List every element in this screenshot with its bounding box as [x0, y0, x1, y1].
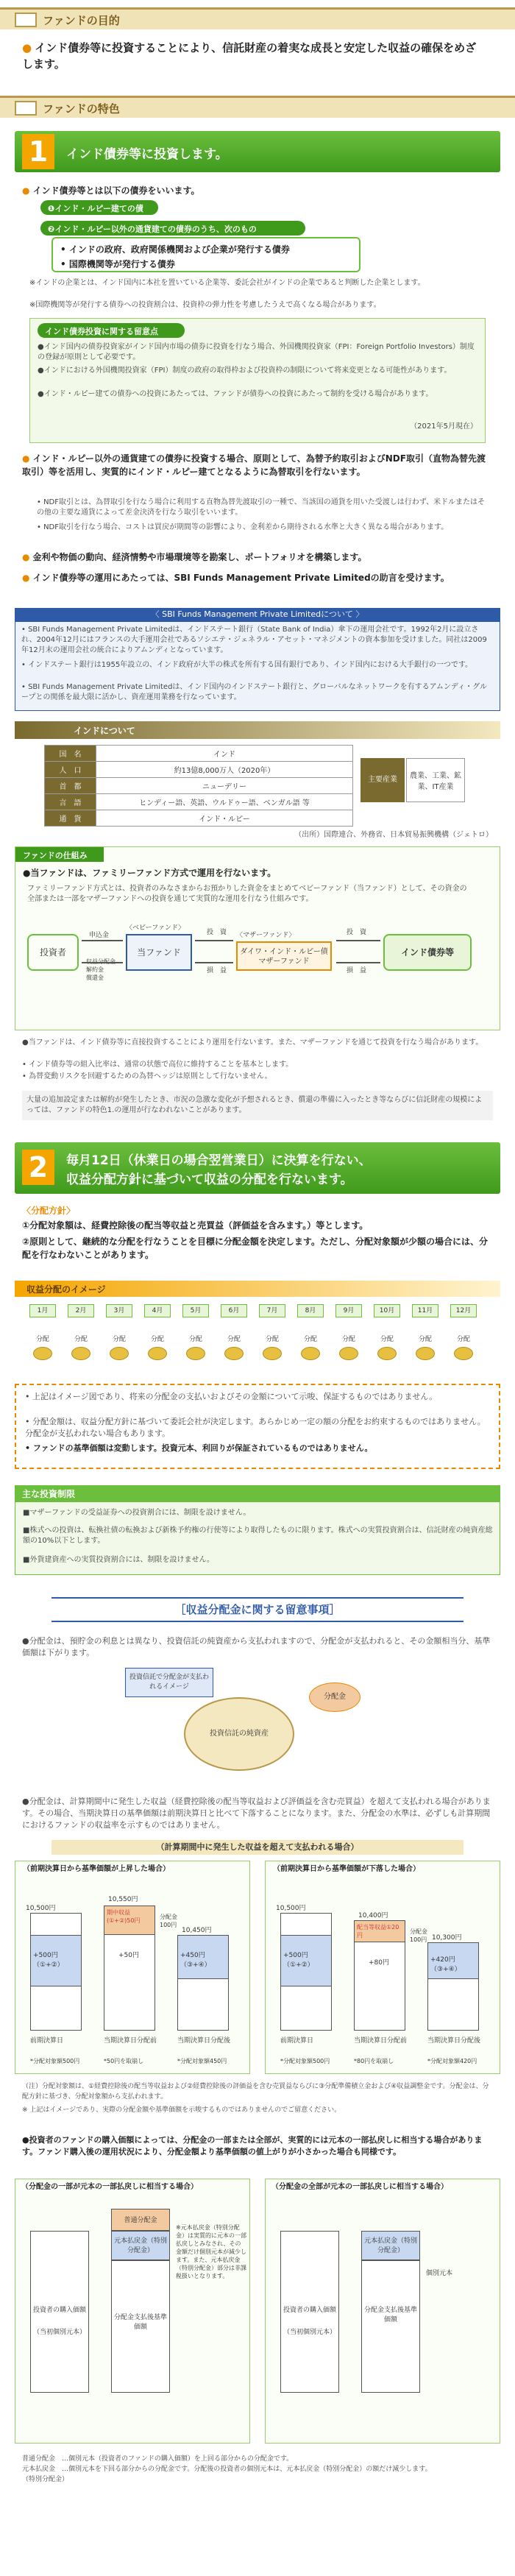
part-b-lbl-2: 分配金支払後基準価額 — [363, 2307, 417, 2324]
scheme-lead: ●当ファンドは、ファミリーファンド方式で運用を行ないます。 — [23, 868, 277, 878]
section-title-features: ファンドの特色 — [0, 96, 515, 118]
part-b-lbl-5: （当初個別元本） — [283, 2329, 337, 2336]
sbi-line-1: • SBI Funds Management Private Limitedは、インドステート銀行（State Bank of India）傘下の運用会社です。1992年2月に設立され、2004年12月にはフランスの大手運用会社であるソシエテ・ジェネラル・アセット・マネジメントの資本参加を受けました。同社は2009年12月末の運用会社の統合によりアムンディとなっています。 — [21, 626, 487, 654]
month-label: 2月 — [68, 1304, 94, 1317]
india-table: 国 名 インド 人 口 約13億8,000万人（2020年） 首 都 ニューデリー 言 語 ヒンディー語、英語、ウルドゥー語、ベンガル語 等 通 貨 インド・ルピー — [44, 745, 353, 827]
case-b-box — [265, 1861, 500, 2074]
month-label: 12月 — [450, 1304, 477, 1317]
case-b-col-0: 前期決算日 — [280, 2037, 314, 2045]
caution-3: ●インド・ルピー建ての債券への投資にあたっては、ファンドが債券への投資にあたって制約を受ける場合があります。 — [38, 390, 433, 398]
part-b-lbl-1: 元本払戻金（特別分配金） — [363, 2237, 417, 2254]
coin-icon — [377, 1347, 397, 1360]
warning-1: • 上記はイメージ図であり、将来の分配金の支払いおよびその金額について示唆、保証するものではありません。 — [25, 1392, 438, 1401]
case-a-val-4: +50円 — [118, 1952, 139, 1959]
flow-arrow — [195, 940, 233, 941]
feature-1-title: インド債券等に投資します。 — [66, 147, 228, 162]
sbi-band: 〈 SBI Funds Management Private Limitedについて 〉 — [15, 608, 500, 621]
part-b-lbl-4: 投資者の購入価額 — [283, 2307, 337, 2314]
case-b-col-2: 当期決算日分配後 — [427, 2037, 481, 2045]
case-b-val-4: +420円（③+④） — [430, 1956, 461, 1973]
part-a-lbl-5: （当初個別元本） — [33, 2329, 87, 2336]
feature-point-portfolio: ● 金利や物価の動向、経済情勢や市場環境等を勘案し、ポートフォリオを構築します。 — [22, 551, 493, 563]
policy-1: ①分配対象額は、経費控除後の配当等収益と売買益（評価益を含みます。）等とします。 — [22, 1220, 369, 1231]
case-b-val-0: 10,500円 — [276, 1905, 306, 1912]
part-b-lbl-3: 個別元本 — [426, 2270, 453, 2277]
scheme-note-1: ●当ファンドは、インド債券等に直接投資することにより運用を行ないます。また、マザーファンドを通じて投資を行なう場合があります。 — [22, 1038, 483, 1047]
case-b-val-2: 10,300円 — [432, 1934, 462, 1942]
month-label: 8月 — [297, 1304, 324, 1317]
case-b-val-6: +80円 — [369, 1959, 389, 1967]
case-a-val-6: 期中収益(①+②)50円 — [107, 1909, 141, 1924]
title-marker — [15, 13, 37, 27]
ndf-note-2: • NDF取引を行なう場合、コストは買戻が期間等の影響により、金利差から期待される水準と大きく異なる場合があります。 — [37, 523, 449, 531]
scheme-note-3: • 為替変動リスクを回避するための為替ヘッジは原則として行ないません。 — [22, 1072, 272, 1080]
flow-arrow — [195, 962, 233, 963]
footnote-2: ※ 上記はイメージであり、実際の分配金額や基準価額を示唆するものではありませんのでご留意ください。 — [22, 2106, 341, 2114]
caution-2: ●インドにおける外国機関投資家（FPI）制度の政府の取得枠および投資枠の制限について将来変更となる可能性があります。 — [38, 367, 452, 375]
flow-arrow — [82, 962, 123, 963]
case-a-col-0: 前期決算日 — [30, 2037, 64, 2045]
case-b-title: （前期決算日から基準価額が下落した場合） — [273, 1865, 420, 1873]
ndf-note-1: • NDF取引とは、為替取引を行なう場合に利用する直物為替先渡取引の一種で、当該国の通貨を用いた受渡しは行わず、米ドルまたはその他の主要な通貨によって差金決済を行なう取引をいいます。 — [37, 498, 486, 517]
case-a-val-3: +500円（①+②） — [33, 1952, 64, 1969]
month-label: 6月 — [221, 1304, 247, 1317]
limits-title: 主な投資制限 — [15, 1485, 500, 1501]
sbi-box — [15, 621, 500, 711]
case-b-val-3: +500円（①+②） — [283, 1952, 314, 1969]
month-label: 4月 — [144, 1304, 171, 1317]
feature-2-title-1: 毎月12日（休業日の場合翌営業日）に決算を行ない、 — [66, 1153, 372, 1168]
part-b-nav-bar — [361, 2260, 420, 2393]
distribution-label: 分配 — [265, 1336, 279, 1343]
case-b-note-1: *80円を取崩し — [354, 2058, 394, 2064]
note-2: ※国際機関等が発行する債券への投資割合は、投資枠の弾力性を考慮したうえで高くなる場合があります。 — [29, 301, 381, 309]
warning-2: • 分配金額は、収益分配方針に基づいて委託会社が決定します。あらかじめ一定の額の分配をお約束するものではありません。分配金が支払われない場合もあります。 — [25, 1417, 486, 1438]
notice-title: ［収益分配金に関する留意事項］ — [52, 1597, 464, 1622]
bubble-image-caption: 投資信託で分配金が支払われるイメージ — [125, 1668, 213, 1697]
india-header: インドについて — [15, 721, 500, 739]
case-a-note-1: *50円を取崩し — [104, 2058, 144, 2064]
case-b-note-0: *分配対象額500円 — [280, 2058, 330, 2064]
limit-2: ■株式への投資は、転換社債の転換および新株予約権の行使等により取得したものに限ります。株式への実質投資割合は、信託財産の純資産総額の10%以下とします。 — [23, 1526, 493, 1545]
bond-type-1: ❶インド・ルピー建ての債 — [40, 200, 158, 215]
caution-1: ●インド国内の債券投資家がインド国内市場の債券に投資を行なう場合、外国機関投資家（FPI：Foreign Portfolio Investors）制度の登録が原則として必要です。 — [38, 343, 475, 361]
part-a-box — [15, 2179, 250, 2444]
invest-label-2: 投 資 — [347, 929, 367, 936]
coin-icon — [263, 1347, 282, 1360]
invest-label-1: 投 資 — [207, 929, 227, 936]
distribution-bubble: 分配金 — [309, 1682, 360, 1712]
bond-type-2-box — [52, 237, 360, 272]
notice-1: ●分配金は、預貯金の利息とは異なり、投資信託の純資産から支払われますので、分配金が支払われると、その金額相当分、基準価額は下がります。 — [22, 1636, 491, 1657]
case-a-box — [15, 1861, 250, 2074]
distribution-label: 分配 — [112, 1336, 126, 1343]
month-label: 5月 — [182, 1304, 209, 1317]
bond-type-2: ❷インド・ルピー以外の通貨建ての債券のうち、次のもの — [40, 221, 305, 236]
part-a-lbl-2: 元本払戻金（特別分配金） — [113, 2237, 167, 2254]
distribution-label: 分配 — [303, 1336, 317, 1343]
caution-date: （2021年5月現在） — [410, 422, 477, 431]
distribution-label: 分配 — [456, 1336, 470, 1343]
case-a-val-1: 10,550円 — [108, 1896, 138, 1903]
distribution-label: 分配 — [188, 1336, 202, 1343]
coin-icon — [301, 1347, 320, 1360]
feature-number: 2 — [22, 1150, 54, 1185]
feature-2-title-2: 収益分配方針に基づいて収益の分配を行ないます。 — [66, 1172, 353, 1187]
feature-number: 1 — [22, 134, 54, 169]
feature-2-header — [15, 1142, 500, 1194]
case-a-note-2: *分配対象額450円 — [177, 2058, 227, 2064]
case-a-col-1: 当期決算日分配前 — [104, 2037, 157, 2045]
mother-fund-box: ダイワ・インド・ルピー債 マザーファンド — [236, 941, 332, 971]
mother-fund-label: 〈マザーファンド〉 — [236, 932, 296, 939]
caution-title: インド債券投資に関する留意点 — [38, 323, 185, 338]
note-1: ※インドの企業とは、インド国内に本社を置いている企業等、委託会社がインドの企業であると判断した企業とします。 — [29, 279, 425, 287]
subscription-label: 申込金 — [89, 932, 110, 939]
baby-fund-label: 〈ベビーファンド〉 — [126, 924, 185, 932]
notice-2: ●分配金は、計算期間中に発生した収益（経費控除後の配当等収益および評価益を含む売買益）を超えて支払われる場合があります。その場合、当期決算日の基準価額は前期決算日と比べて下落することになります。また、分配金の水準は、必ずしも計算期間におけるファンドの収益率を示すものではありません。 — [22, 1797, 491, 1830]
bond-type-2b: • 国際機関等が発行する債券 — [60, 259, 175, 269]
caution-box — [29, 318, 486, 443]
part-a-note: ※元本払戻金（特別分配金）は実質的に元本の一部払戻しとみなされ、その金額だけ個別元本が減少します。また、元本払戻金（特別分配金）部分は非課税扱いとなります。 — [176, 2224, 246, 2279]
feature-point-fx: ● インド・ルピー以外の通貨建ての債券に投資する場合、原則として、為替予約取引およびNDF取引（直物為替先渡取引）等を活用し、実質的にインド・ルピー建てとなるように為替取引を行ないます。 — [22, 452, 493, 478]
distribution-image-header: 収益分配のイメージ — [15, 1281, 500, 1297]
limit-1: ■マザーファンドの受益証券への投資割合には、制限を設けません。 — [23, 1509, 251, 1517]
limits-box — [15, 1501, 500, 1575]
distribution-label: 分配 — [74, 1336, 88, 1343]
distribution-label: 分配 — [150, 1336, 164, 1343]
coin-icon — [33, 1347, 52, 1360]
warning-3: • ファンドの基準価額は変動します。投資元本、利回りが保証されているものではありません。 — [25, 1443, 373, 1453]
part-a-title: （分配金の一部が元本の一部払戻しに相当する場合） — [21, 2183, 198, 2191]
case-b-val-5: 配当等収益①20円 — [357, 1924, 399, 1939]
case-a-val-0: 10,500円 — [26, 1905, 56, 1912]
scheme-desc: ファミリーファンド方式とは、投資者のみなさまからお預かりした資金をまとめてベビーファンド（当ファンド）として、その資金の全部または一部をマザーファンドへの投資を通じて実質的な運用を行なう仕組みです。 — [27, 885, 467, 903]
feature-1-header — [15, 131, 500, 172]
part-a-lbl-1: 普通分配金 — [124, 2217, 157, 2224]
gain-label-2: 損 益 — [347, 967, 367, 974]
coin-icon — [416, 1347, 435, 1360]
coin-icon — [454, 1347, 473, 1360]
part-a-lbl-4: 投資者の購入価額 — [33, 2307, 87, 2314]
part-b-box — [265, 2179, 500, 2444]
scheme-note-4: 大量の追加設定または解約が発生したとき、市況の急激な変化が予想されるとき、償還の準備に入ったとき等ならびに信託財産の規模によっては、ファンドの特色1.の運用が行なわれないことがあります。 — [22, 1091, 493, 1120]
policy-2: ②原則として、継続的な分配を行なうことを目標に分配金額を決定します。ただし、分配対象額が少額の場合には、分配を行なわないことがあります。 — [22, 1236, 488, 1260]
case-b-val-1: 10,400円 — [358, 1912, 388, 1919]
distribution-warning — [15, 1384, 500, 1469]
bond-definition: ● インド債券等とは以下の債券をいいます。 — [22, 184, 200, 197]
case-b-note-2: *分配対象額420円 — [427, 2058, 477, 2064]
case-a-col-2: 当期決算日分配後 — [177, 2037, 231, 2045]
feature-point-advice: ● インド債券等の運用にあたっては、SBI Funds Management Private Limitedの助言を受けます。 — [22, 571, 493, 584]
distribution-label: 分配 — [380, 1336, 394, 1343]
case-a-note-0: *分配対象額500円 — [30, 2058, 80, 2064]
scheme-note-2: • インド債券等の組入比率は、通常の状態で高位に維持することを基本とします。 — [22, 1061, 294, 1069]
distribution-label: 分配 — [227, 1336, 241, 1343]
month-label: 9月 — [335, 1304, 362, 1317]
coin-icon — [148, 1347, 167, 1360]
gain-label-1: 損 益 — [207, 967, 227, 974]
title-marker — [15, 101, 37, 116]
net-assets-pot: 投資信託の純資産 — [184, 1697, 294, 1771]
section-title-purpose: ファンドの目的 — [0, 7, 515, 29]
notice-3: ●投資者のファンドの購入価額によっては、分配金の一部または全部が、実質的には元本の一部払戻しに相当する場合があります。ファンド購入後の運用状況により、分配金額より基準価額の値上がりが小さかった場合も同様です。 — [22, 2135, 483, 2156]
case-a-val-7: 分配金100円 — [160, 1914, 177, 1928]
coin-icon — [224, 1347, 244, 1360]
distribution-label: 分配 — [35, 1336, 49, 1343]
target-box: インド債券等 — [383, 934, 472, 971]
footnote-1: （注）分配対象額は、①経費控除後の配当等収益および②経費控除後の評価益を含む売買益ならびに③分配準備積立金および④収益調整金です。分配金は、分配方針に基づき、分配対象額から支払われます。 — [22, 2083, 489, 2101]
distribution-label: 分配 — [418, 1336, 432, 1343]
month-label: 10月 — [374, 1304, 400, 1317]
flow-arrow — [82, 940, 123, 941]
sbi-line-3: • SBI Funds Management Private Limitedは、インド国内のインドステート銀行と、グローバルなネットワークを有するアムンディ・グループとの関係を最大限に活かし、資産運用業務を行なっています。 — [21, 683, 487, 701]
limit-3: ■外貨建資産への実質投資割合には、制限を設けません。 — [23, 1556, 215, 1564]
baby-fund-box: 当ファンド — [126, 934, 192, 971]
scheme-title: ファンドの仕組み — [15, 847, 104, 862]
coin-icon — [186, 1347, 205, 1360]
flow-arrow — [336, 940, 380, 941]
case-a-val-2: 10,450円 — [182, 1927, 212, 1934]
industry-label: 主要産業 — [360, 758, 405, 802]
notice-footer: 普通分配金 …個別元本（投資者のファンドの購入価額）を上回る部分からの分配金です。 元本払戻金 …個別元本を下回る部分からの分配金です。分配後の投資者の個別元本は、元本払戻金（特別分配金）の額だけ減少します。 （特別分配金） — [22, 2455, 432, 2483]
coin-icon — [71, 1347, 90, 1360]
coin-icon — [110, 1347, 129, 1360]
policy-title: 〈分配方針〉 — [22, 1206, 76, 1216]
investor-box: 投資者 — [27, 934, 79, 971]
part-b-title: （分配金の全部が元本の一部払戻しに相当する場合） — [271, 2183, 448, 2191]
case-band: （計算期間中に発生した収益を超えて支払われる場合） — [52, 1840, 464, 1855]
part-a-lbl-3: 分配金支払後基準価額 — [113, 2314, 167, 2331]
purpose-text: ● インド債券等に投資することにより、信託財産の着実な成長と安定した収益の確保をめざします。 — [22, 40, 486, 72]
month-label: 11月 — [412, 1304, 438, 1317]
case-a-val-5: +450円（③+④） — [180, 1952, 211, 1969]
bond-type-2a: • インドの政府、政府関係機関および企業が発行する債券 — [60, 244, 290, 255]
coin-icon — [339, 1347, 358, 1360]
flow-arrow — [336, 962, 380, 963]
notice-illustration — [125, 1668, 390, 1778]
distribution-label: 分配 — [341, 1336, 355, 1343]
india-source: （出所）国際連合、外務省、日本貿易振興機構（ジェトロ） — [294, 831, 493, 839]
scheme-box — [15, 846, 500, 1030]
industry-value: 農業、工業、鉱業、IT産業 — [406, 758, 465, 802]
case-a-title: （前期決算日から基準価額が上昇した場合） — [23, 1865, 170, 1873]
payout-label: 解約金 償還金 — [86, 966, 104, 981]
case-b-col-1: 当期決算日分配前 — [354, 2037, 408, 2045]
case-b-val-7: 分配金100円 — [410, 1928, 427, 1943]
month-label: 7月 — [259, 1304, 285, 1317]
month-label: 3月 — [106, 1304, 132, 1317]
sbi-line-2: • インドステート銀行は1955年設立の、インド政府が大半の株式を所有する国有銀行であり、インド国内における大手銀行の一つです。 — [21, 661, 473, 669]
month-label: 1月 — [29, 1304, 56, 1317]
